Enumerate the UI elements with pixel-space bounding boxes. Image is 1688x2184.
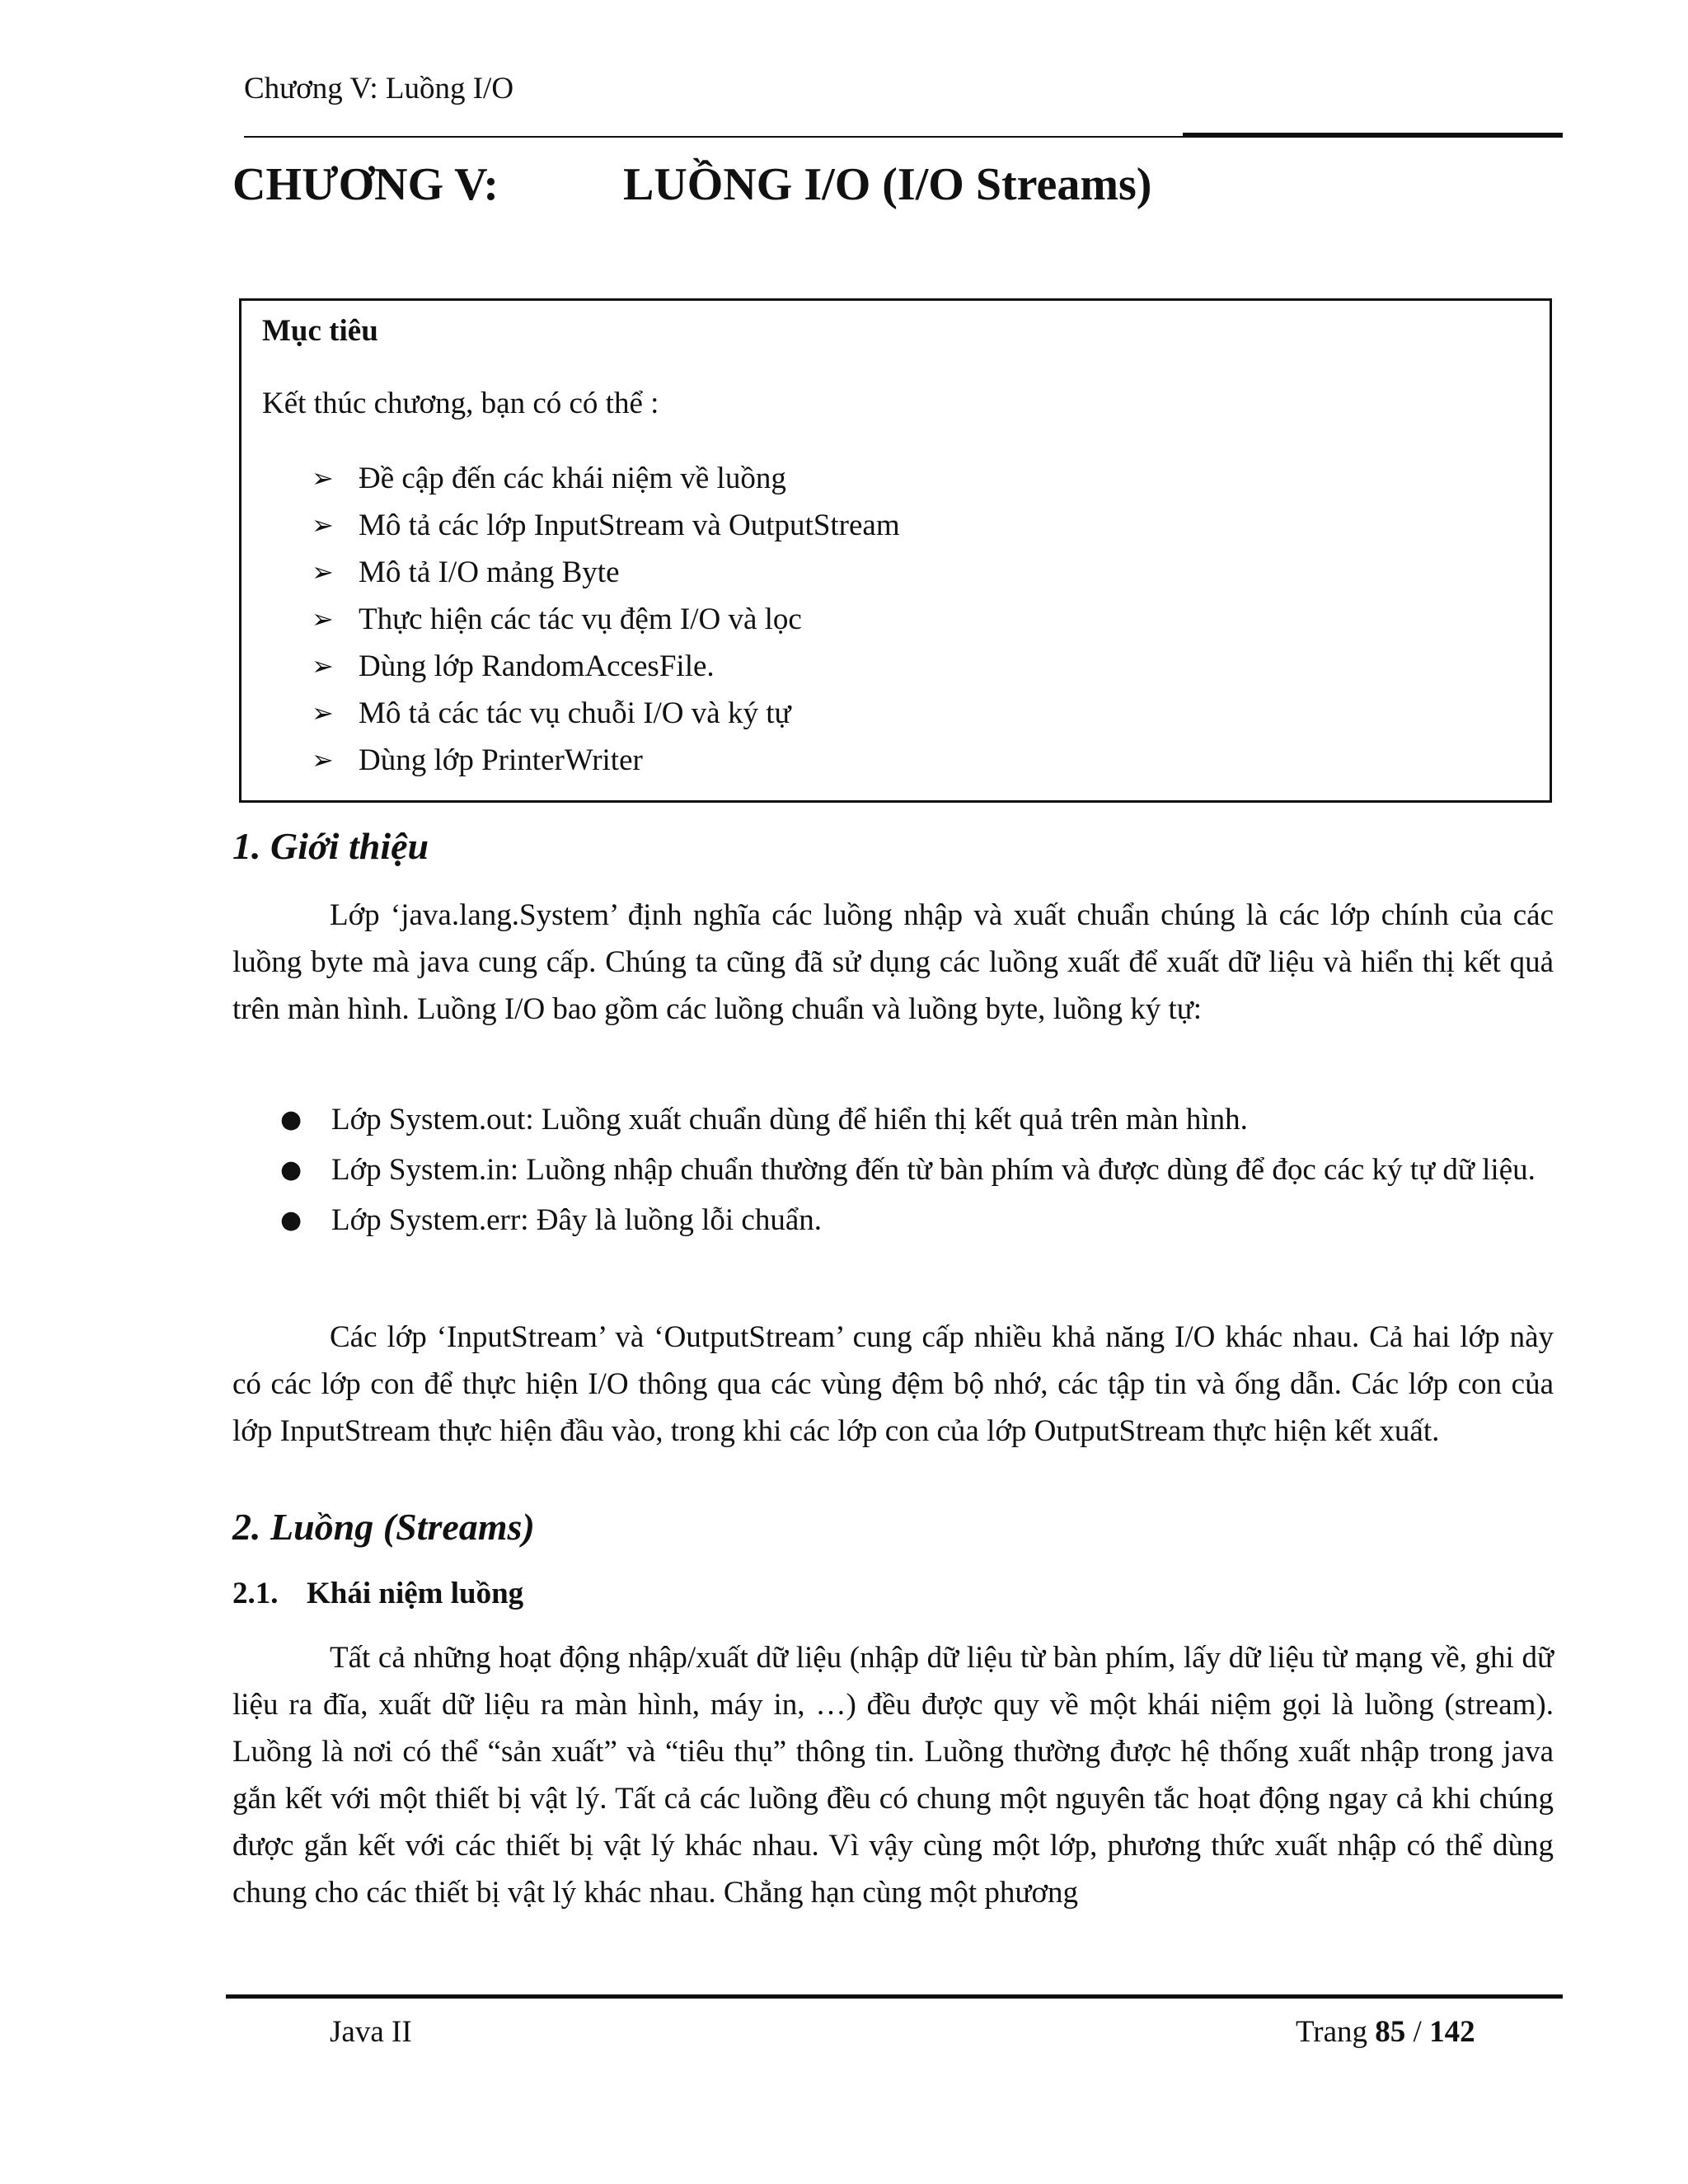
running-header: Chương V: Luồng I/O [244, 72, 514, 105]
chapter-number: CHƯƠNG V: [232, 159, 499, 210]
list-item: ● Lớp System.err: Đây là luồng lỗi chuẩn. [232, 1197, 1554, 1244]
objective-item: ➢ Mô tả I/O mảng Byte [312, 549, 900, 596]
header-rule-accent [1183, 133, 1563, 138]
stream-bullet-list [232, 1096, 1554, 1247]
arrowhead-bullet-icon: ➢ [312, 697, 334, 729]
subsection-title: Khái niệm luồng [307, 1577, 524, 1610]
arrowhead-bullet-icon: ➢ [312, 603, 334, 635]
arrowhead-bullet-icon: ➢ [312, 744, 334, 776]
intro-paragraph: Lớp ‘java.lang.System’ định nghĩa các luồng nhập và xuất chuẩn chúng là các lớp chính của các luồng byte mà java cung cấp. Chúng ta cũng đã sử dụng các luồng xuất để xuất dữ liệu và hiển thị kết quả trên màn hình. Luồng I/O bao gồm các luồng chuẩn và luồng byte, luồng ký tự: [232, 898, 1554, 1026]
subsection-heading [232, 1576, 523, 1611]
objective-item: ➢ Mô tả các tác vụ chuỗi I/O và ký tự [312, 690, 900, 737]
list-item: ● Lớp System.in: Luồng nhập chuẩn thường đến từ bàn phím và được dùng để đọc các ký tự dữ liệu. [232, 1146, 1554, 1193]
objectives-list [312, 455, 900, 784]
footer-course: Java II [330, 2015, 412, 2049]
objectives-heading: Mục tiêu [262, 314, 378, 348]
objective-item: ➢ Dùng lớp RandomAccesFile. [312, 643, 900, 690]
stream-concept-paragraph: Tất cả những hoạt động nhập/xuất dữ liệu (nhập dữ liệu từ bàn phím, lấy dữ liệu từ mạng về, ghi dữ liệu ra đĩa, xuất dữ liệu ra màn hình, máy in, …) đều được quy về một khái niệm gọi là luồng (stream). Luồng là nơi có thể “sản xuất” và “tiêu thụ” thông tin. Luồng thường được hệ thống xuất nhập trong java gắn kết với một thiết bị vật lý. Tất cả các luồng đều có chung một nguyên tắc hoạt động ngay cả khi chúng được gắn kết với các thiết bị vật lý khác nhau. Vì vậy cùng một lớp, phương thức xuất nhập có thể dùng chung cho các thiết bị vật lý khác nhau. Chẳng hạn cùng một phương [232, 1641, 1554, 1910]
subsection-number: 2.1. [232, 1577, 279, 1610]
objective-item: ➢ Đề cập đến các khái niệm về luồng [312, 455, 900, 502]
round-bullet-icon: ● [280, 1206, 302, 1235]
chapter-title [232, 158, 1151, 211]
objective-item: ➢ Mô tả các lớp InputStream và OutputStream [312, 502, 900, 549]
section-heading-intro: 1. Giới thiệu [232, 825, 429, 867]
arrowhead-bullet-icon: ➢ [312, 462, 334, 494]
round-bullet-icon: ● [280, 1155, 302, 1184]
arrowhead-bullet-icon: ➢ [312, 556, 334, 588]
list-item: ● Lớp System.out: Luồng xuất chuẩn dùng để hiển thị kết quả trên màn hình. [232, 1096, 1554, 1143]
arrowhead-bullet-icon: ➢ [312, 509, 334, 541]
objectives-intro: Kết thúc chương, bạn có có thể : [262, 387, 659, 420]
arrowhead-bullet-icon: ➢ [312, 650, 334, 682]
io-classes-paragraph: Các lớp ‘InputStream’ và ‘OutputStream’ cung cấp nhiều khả năng I/O khác nhau. Cả hai lớp này có các lớp con để thực hiện I/O thông qua các vùng đệm bộ nhớ, các tập tin và ống dẫn. Các lớp con của lớp InputStream thực hiện đầu vào, trong khi các lớp con của lớp OutputStream thực hiện kết xuất. [232, 1320, 1554, 1448]
round-bullet-icon: ● [280, 1105, 302, 1134]
chapter-name: LUỒNG I/O (I/O Streams) [623, 159, 1152, 210]
objective-item: ➢ Dùng lớp PrinterWriter [312, 737, 900, 784]
footer-rule [226, 1994, 1563, 1999]
page-number: Trang 85 / 142 [1296, 2015, 1475, 2049]
section-heading-streams: 2. Luồng (Streams) [232, 1506, 535, 1548]
objective-item: ➢ Thực hiện các tác vụ đệm I/O và lọc [312, 596, 900, 643]
